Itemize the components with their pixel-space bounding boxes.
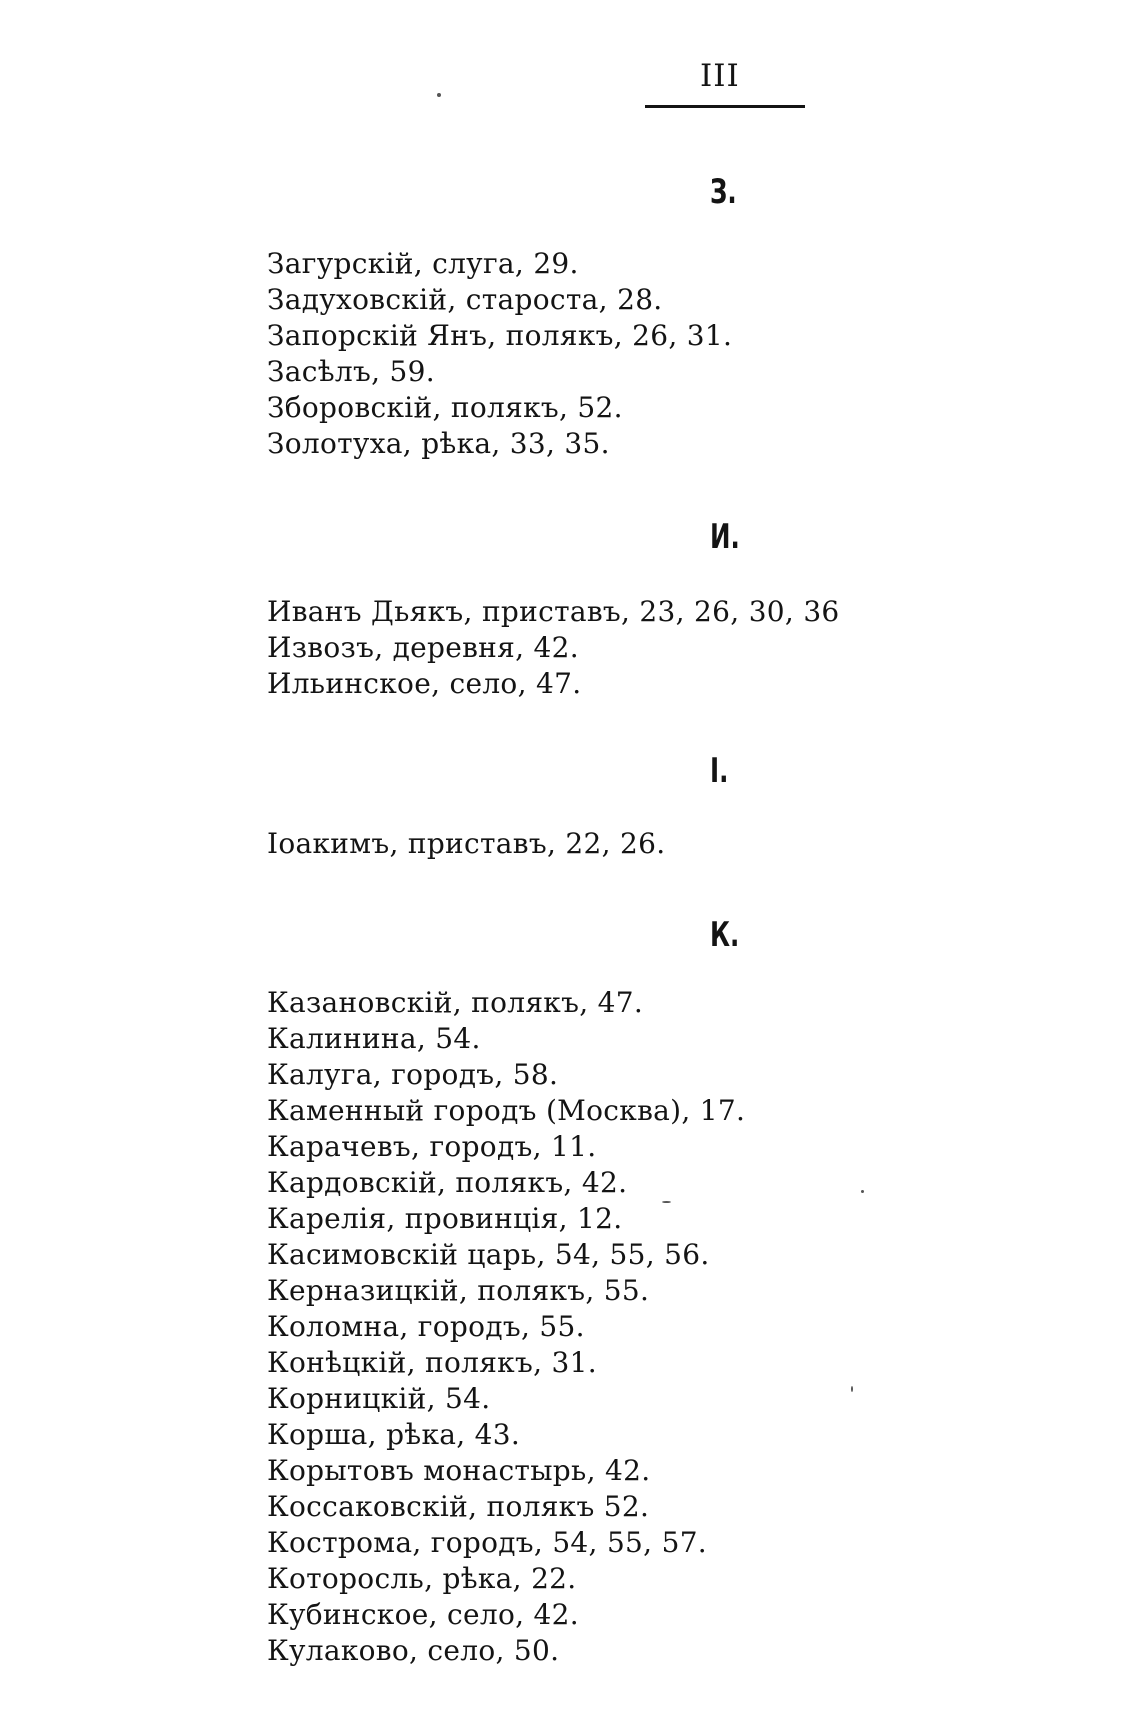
index-entry: Извозъ, деревня, 42. bbox=[267, 631, 579, 664]
index-entry: Корытовъ монастырь, 42. bbox=[267, 1454, 651, 1487]
index-entry: Ильинское, село, 47. bbox=[267, 667, 582, 700]
index-entry: Калинина, 54. bbox=[267, 1022, 481, 1055]
section-z-entries bbox=[267, 246, 732, 462]
index-entry: Загурскій, слуга, 29. bbox=[267, 247, 579, 280]
index-entry: Коломна, городъ, 55. bbox=[267, 1310, 585, 1343]
section-i-decimal-entries bbox=[267, 826, 665, 862]
section-heading-z: З. bbox=[710, 172, 737, 212]
index-entry: Засѣлъ, 59. bbox=[267, 355, 435, 388]
page-number: III bbox=[700, 58, 740, 94]
index-entry: Касимовскій царь, 54, 55, 56. bbox=[267, 1238, 710, 1271]
scan-speck bbox=[437, 93, 441, 97]
index-entry: Іоакимъ, приставъ, 22, 26. bbox=[267, 827, 666, 860]
index-entry: Коссаковскій, полякъ 52. bbox=[267, 1490, 650, 1523]
index-entry: Конѣцкій, полякъ, 31. bbox=[267, 1346, 597, 1379]
index-entry: Каменный городъ (Москва), 17. bbox=[267, 1094, 746, 1127]
index-entry: Калуга, городъ, 58. bbox=[267, 1058, 559, 1091]
index-entry: Кубинское, село, 42. bbox=[267, 1598, 579, 1631]
index-entry: Кулаково, село, 50. bbox=[267, 1634, 560, 1667]
section-heading-k: К. bbox=[710, 915, 740, 955]
scan-speck bbox=[851, 1386, 853, 1392]
index-entry: Карачевъ, городъ, 11. bbox=[267, 1130, 597, 1163]
index-entry: Кострома, городъ, 54, 55, 57. bbox=[267, 1526, 708, 1559]
section-k-entries bbox=[267, 985, 745, 1669]
scan-speck bbox=[662, 1201, 671, 1203]
index-entry: Корницкій, 54. bbox=[267, 1382, 491, 1415]
index-entry: Керназицкій, полякъ, 55. bbox=[267, 1274, 650, 1307]
section-heading-i: И. bbox=[710, 517, 740, 557]
index-entry: Кардовскій, полякъ, 42. bbox=[267, 1166, 628, 1199]
index-entry: Корша, рѣка, 43. bbox=[267, 1418, 521, 1451]
index-entry: Карелія, провинція, 12. bbox=[267, 1202, 623, 1235]
index-entry: Которосль, рѣка, 22. bbox=[267, 1562, 577, 1595]
index-entry: Казановскій, полякъ, 47. bbox=[267, 986, 644, 1019]
index-entry: Золотуха, рѣка, 33, 35. bbox=[267, 427, 610, 460]
index-entry: Иванъ Дьякъ, приставъ, 23, 26, 30, 36 bbox=[267, 595, 840, 628]
index-entry: Зборовскій, полякъ, 52. bbox=[267, 391, 623, 424]
scan-speck bbox=[861, 1190, 864, 1193]
section-heading-i-decimal: І. bbox=[710, 751, 729, 791]
header-rule bbox=[645, 105, 805, 108]
index-entry: Запорскій Янъ, полякъ, 26, 31. bbox=[267, 319, 733, 352]
index-entry: Задуховскій, староста, 28. bbox=[267, 283, 663, 316]
section-i-entries bbox=[267, 594, 840, 702]
